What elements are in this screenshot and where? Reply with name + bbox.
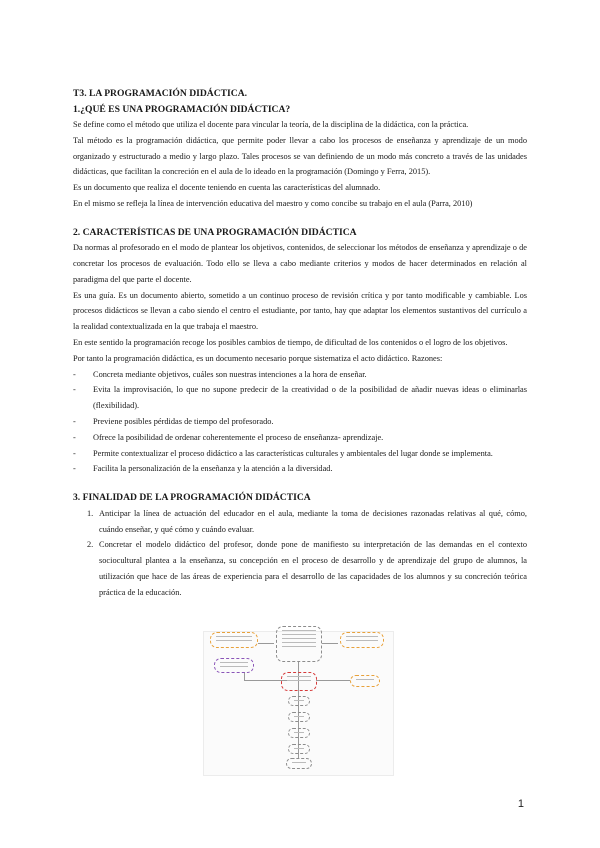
list-item [73, 537, 527, 600]
section-1-paragraph-4: En el mismo se refleja la línea de intervención educativa del maestro y como concibe su trabajo en el aula (Parra, 2010) [73, 198, 473, 208]
list-item: - Ofrece la posibilidad de ordenar coherentemente el proceso de enseñanza- aprendizaje. [73, 430, 527, 446]
connector-line [322, 643, 338, 644]
section-2-paragraph-3: En este sentido la programación recoge los posibles cambios de tiempo, de dificultad de los contenidos o el logro de los objetivos. [73, 338, 508, 348]
list-item [73, 506, 527, 538]
list-item: - Previene posibles pérdidas de tiempo del profesorado. [73, 414, 527, 430]
list-item: - Facilita la personalización de la enseñanza y la atención a la diversidad. [73, 461, 527, 477]
diagram-node-top-left [210, 632, 258, 648]
list-item: - Permite contextualizar el proceso didáctico a las características culturales y ambientales del lugar donde se implementa. [73, 446, 527, 462]
diagram-node-lower-2 [288, 712, 310, 722]
section-1-heading: 1.¿QUÉ ES UNA PROGRAMACIÓN DIDÁCTICA? [73, 103, 291, 115]
page-number: 1 [517, 798, 524, 810]
list-item-number: 2. [87, 540, 94, 550]
section-2-heading: 2. CARACTERÍSTICAS DE UNA PROGRAMACIÓN DIDÁCTICA [73, 226, 357, 238]
list-item-number: 1. [87, 508, 94, 518]
connector-line [244, 672, 245, 680]
list-item-text: Concretar el modelo didáctico del profesor, donde pone de manifiesto su interpretación de las demandas en el contexto sociocultural plantea a la enseñanza, su concepción en el proceso de desarrollo y de aprendizaje del grupo de alumnos, la utilización que hace de las áreas de experiencia para el desarrollo de las capacidades de los alumnos y su concreción teórica práctica de la educación. [99, 540, 527, 597]
section-3-heading: 3. FINALIDAD DE LA PROGRAMACIÓN DIDÁCTICA [73, 492, 311, 504]
diagram-node-lower-4 [288, 744, 310, 754]
diagram-node-right [350, 675, 380, 687]
diagram-node-left [214, 658, 254, 673]
reasons-list [73, 367, 527, 478]
list-item: - Evita la improvisación, lo que no supone predecir de la creatividad o de la posibilidad de añadir nuevas ideas o eliminarlas (flexibilidad). [73, 382, 527, 414]
diagram-node-top-right [340, 632, 384, 648]
concept-map-diagram [203, 631, 394, 776]
diagram-node-bottom [286, 758, 312, 769]
section-2-paragraph-2: Es una guía. Es un documento abierto, sometido a un continuo proceso de revisión crítica y por tanto modificable y cambiable. Los procesos didácticos se llevan a cabo siendo el centro el estudiante, por tanto, hay que adaptar los elementos sustantivos del currículo a la realidad contextualizada en la que trabaja el maestro. [73, 290, 527, 332]
connector-line [316, 680, 350, 681]
diagram-node-lower-1 [288, 696, 310, 706]
section-1-paragraph-1: Se define como el método que utiliza el docente para vincular la teoría, de la disciplina de la didáctica, con la práctica. [73, 120, 469, 129]
list-item: - Concreta mediante objetivos, cuáles son nuestras intenciones a la hora de enseñar. [73, 367, 527, 383]
document-title: T3. LA PROGRAMACIÓN DIDÁCTICA. [73, 88, 248, 99]
section-1-paragraph-3: Es un documento que realiza el docente teniendo en cuenta las características del alumnado. [73, 183, 381, 193]
diagram-node-center [281, 672, 317, 691]
connector-line [258, 643, 274, 644]
diagram-node-lower-3 [288, 728, 310, 738]
diagram-node-top-center [276, 626, 322, 662]
document-page [73, 86, 527, 601]
purpose-list [73, 506, 527, 601]
section-2-paragraph-4: Por tanto la programación didáctica, es un documento necesario porque sistematiza el acto didáctico. Razones: [73, 353, 443, 363]
list-item-text: Anticipar la línea de actuación del educador en el aula, mediante la toma de decisiones razonadas relativas al qué, cómo, cuándo enseñar, y qué cómo y cuándo evaluar. [99, 508, 527, 534]
section-1-paragraph-2: Tal método es la programación didáctica, que permite poder llevar a cabo los procesos de enseñanza y aprendizaje de un modo organizado y estructurado a medio y largo plazo. Tales procesos se van definiendo de un modo más concreto a través de las unidades didácticas, que facilitan la concreción en el aula de lo ideado en la programación (Domingo y Ferra, 2015). [73, 135, 527, 177]
section-2-paragraph-1: Da normas al profesorado en el modo de plantear los objetivos, contenidos, de seleccionar los métodos de enseñanza y aprendizaje o de concretar los procesos de evaluación. Todo ello se lleva a cabo mediante criterios y modos de hacer determinados en relación al paradigma del que parte el docente. [73, 243, 527, 284]
